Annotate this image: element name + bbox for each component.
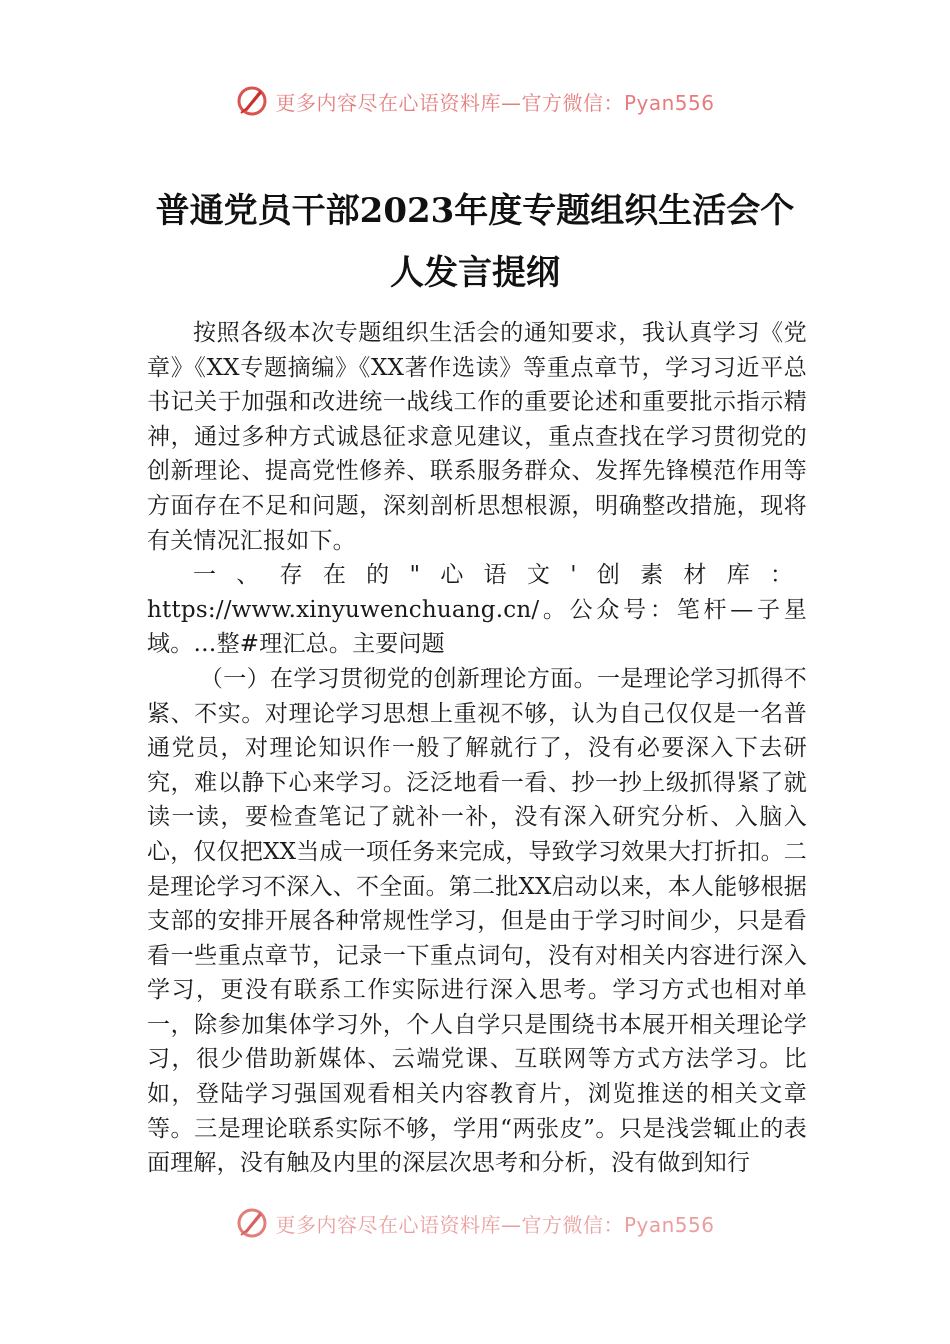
- watermark-banner-top: [0, 84, 950, 118]
- quill-seal-icon: [235, 84, 269, 118]
- watermark-banner-bottom: [0, 1206, 950, 1240]
- watermark-text: 更多内容尽在心语资料库—官方微信：Pyan556: [275, 90, 715, 115]
- subsection-paragraph: （一）在学习贯彻党的创新理论方面。一是理论学习抓得不紧、不实。对理论学习思想上重视不够，认为自己仅仅是一名普通党员，对理论知识作一般了解就行了，没有必要深入下去研究，难以静下心来学习。泛泛地看一看、抄一抄上级抓得紧了就读一读，要检查笔记了就补一补，没有深入研究分析、入脑入心，仅仅把XX当成一项任务来完成，导致学习效果大打折扣。二是理论学习不深入、不全面。第二批XX启动以来，本人能够根据支部的安排开展各种常规性学习，但是由于学习时间少，只是看看一些重点章节，记录一下重点词句，没有对相关内容进行深入学习，更没有联系工作实际进行深入思考。学习方式也相对单一，除参加集体学习外，个人自学只是围绕书本展开相关理论学习，很少借助新媒体、云端党课、互联网等方式方法学习。比如，登陆学习强国观看相关内容教育片，浏览推送的相关文章等。三是理论联系实际不够，学用“两张皮”。只是浅尝辄止的表面理解，没有触及内里的深层次思考和分析，没有做到知行: [147, 665, 807, 1177]
- title-line-1: 普通党员干部2023年度专题组织生活会个: [155, 191, 795, 231]
- section-heading: [147, 558, 807, 662]
- document-body: [147, 316, 807, 1181]
- intro-paragraph: 按照各级本次专题组织生活会的通知要求，我认真学习《党章》《XX专题摘编》《XX著作选读》等重点章节，学习习近平总书记关于加强和改进统一战线工作的重要论述和重要批示指示精神，通过多种方式诚恳征求意见建议，重点查找在学习贯彻党的创新理论、提高党性修养、联系服务群众、发挥先锋模范作用等方面存在不足和问题，深刻剖析思想根源，明确整改措施，现将有关情况汇报如下。: [147, 320, 807, 554]
- section-heading-cont: www.xinyuwenchuang.cn/。公众号：笔杆—子星域。…整#理汇总。主要问题: [147, 596, 807, 658]
- watermark-text-bottom: 更多内容尽在心语资料库—官方微信：Pyan556: [275, 1212, 715, 1237]
- quill-seal-icon: [235, 1206, 269, 1240]
- section-heading-url: https://: [147, 596, 232, 623]
- section-heading-spaced: 一、存在的"心语文'创素材库：: [193, 562, 807, 589]
- title-line-2: 人发言提纲: [390, 253, 560, 293]
- document-title: [100, 180, 850, 304]
